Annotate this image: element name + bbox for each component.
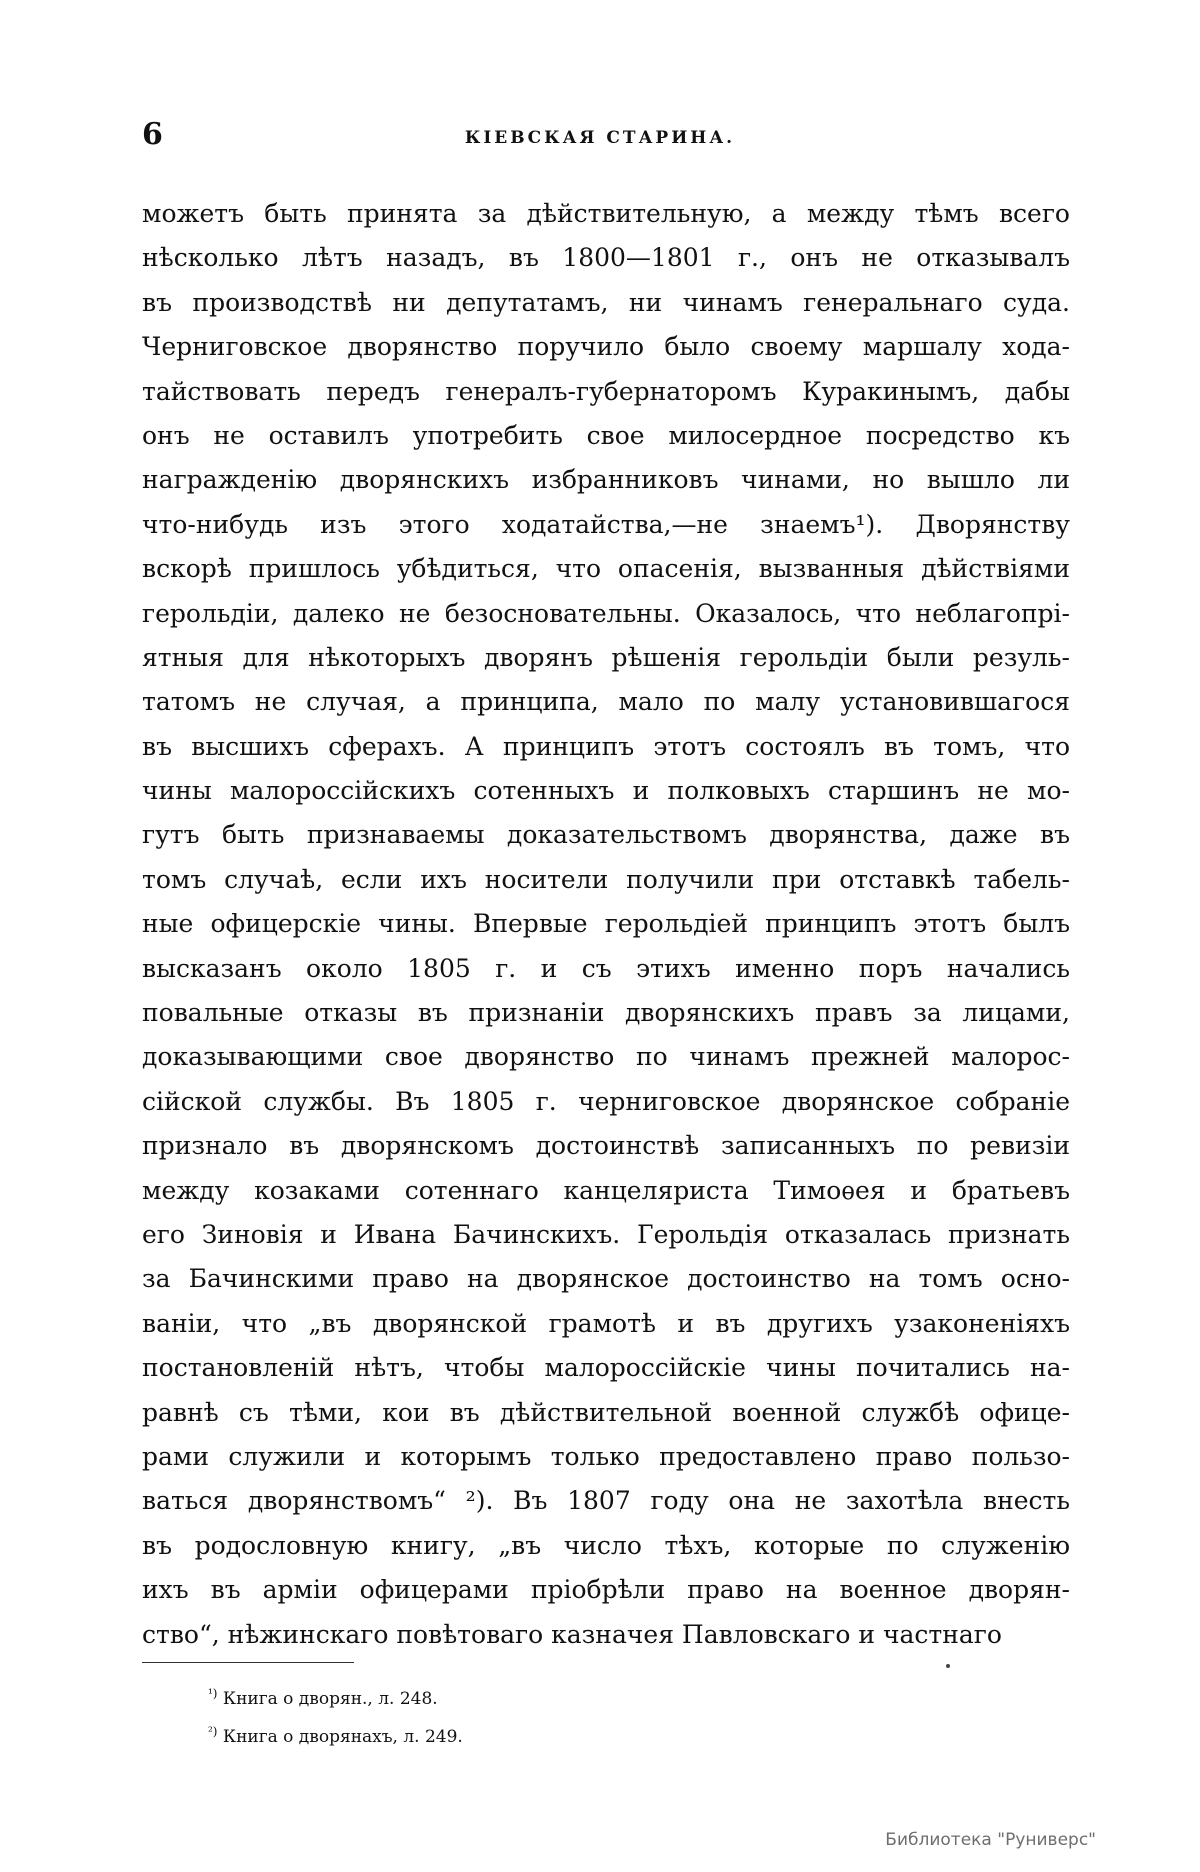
text-line: гутъ быть признаваемы доказательствомъ дворянства, даже въ (142, 820, 1070, 850)
text-line: Черниговское дворянство поручило было своему маршалу хода- (142, 332, 1070, 362)
footnote-text: Книга о дворянахъ, л. 249. (222, 1727, 463, 1747)
footnotes (208, 1680, 463, 1756)
text-line: равнѣ съ тѣми, кои въ дѣйствительной военной службѣ офице- (142, 1397, 1070, 1427)
footnote-text: Книга о дворян., л. 248. (222, 1689, 438, 1709)
text-line: тайствовать передъ генералъ-губернаторомъ Куракинымъ, дабы (142, 376, 1070, 406)
text-line: можетъ быть принята за дѣйствительную, а между тѣмъ всего (142, 199, 1070, 228)
text-line: повальные отказы въ признаніи дворянскихъ правъ за лицами, (142, 998, 1070, 1028)
text-line: ваться дворянствомъ“ ²). Въ 1807 году она не захотѣла внесть (142, 1486, 1070, 1516)
text-line: онъ не оставилъ употребить свое милосердное посредство къ (142, 420, 1070, 450)
text-line: ихъ въ арміи офицерами пріобрѣли право на военное дворян- (142, 1575, 1070, 1605)
text-line: въ высшихъ сферахъ. А принципъ этотъ состоялъ въ томъ, что (142, 731, 1070, 761)
text-line: что-нибудь изъ этого ходатайства,—не знаемъ¹). Дворянству (142, 509, 1070, 539)
text-line: награжденію дворянскихъ избранниковъ чинами, но вышло ли (142, 465, 1070, 495)
footnote-mark: ¹) (208, 1686, 218, 1701)
text-line: въ родословную книгу, „въ число тѣхъ, которые по служенію (142, 1530, 1070, 1560)
text-line: постановленій нѣтъ, чтобы малороссійскіе чины почитались на- (142, 1353, 1070, 1383)
text-line: доказывающими свое дворянство по чинамъ прежней малорос- (142, 1042, 1070, 1072)
text-line: томъ случаѣ, если ихъ носители получили при отставкѣ табель- (142, 864, 1070, 894)
text-line: за Бачинскими право на дворянское достоинство на томъ осно- (142, 1264, 1070, 1294)
text-line: сійской службы. Въ 1805 г. черниговское дворянское собраніе (142, 1086, 1070, 1116)
running-title: КІЕВСКАЯ СТАРИНА. (464, 128, 736, 148)
text-line: между козаками сотеннаго канцеляриста Тимоѳея и братьевъ (142, 1175, 1070, 1205)
text-line: признало въ дворянскомъ достоинствѣ записанныхъ по ревизіи (142, 1131, 1070, 1161)
text-line: ятныя для нѣкоторыхъ дворянъ рѣшенія герольдіи были резуль- (142, 642, 1070, 672)
text-line: татомъ не случая, а принципа, мало по малу установившагося (142, 687, 1070, 717)
library-watermark: Библиотека "Руниверс" (885, 1830, 1096, 1850)
text-line: высказанъ около 1805 г. и съ этихъ именно поръ начались (142, 953, 1070, 983)
print-speck (946, 1664, 950, 1668)
text-line: нѣсколько лѣтъ назадъ, въ 1800—1801 г., онъ не отказывалъ (142, 243, 1070, 273)
footnote-mark: ²) (208, 1724, 218, 1739)
page-number: 6 (142, 117, 163, 152)
text-line: вскорѣ пришлось убѣдиться, что опасенія, вызванныя дѣйствіями (142, 554, 1070, 584)
text-line: ные офицерскіе чины. Впервые герольдіей принципъ этотъ былъ (142, 909, 1070, 939)
text-line: чины малороссійскихъ сотенныхъ и полковыхъ старшинъ не мо- (142, 776, 1070, 806)
text-line: рами служили и которымъ только предоставлено право пользо- (142, 1441, 1070, 1471)
footnote (208, 1680, 463, 1718)
text-line: въ производствѣ ни депутатамъ, ни чинамъ генеральнаго суда. (142, 287, 1070, 317)
body-text (142, 192, 1070, 1657)
footnote-divider (142, 1662, 354, 1663)
text-line: ство“, нѣжинскаго повѣтоваго казначея Павловскаго и частнаго (142, 1619, 1002, 1649)
footnote (208, 1718, 463, 1756)
text-line: ваніи, что „въ дворянской грамотѣ и въ другихъ узаконеніяхъ (142, 1308, 1070, 1338)
text-line: герольдіи, далеко не безосновательны. Оказалось, что неблагопрі- (142, 598, 1070, 628)
text-line: его Зиновія и Ивана Бачинскихъ. Герольдія отказалась признать (142, 1219, 1070, 1249)
